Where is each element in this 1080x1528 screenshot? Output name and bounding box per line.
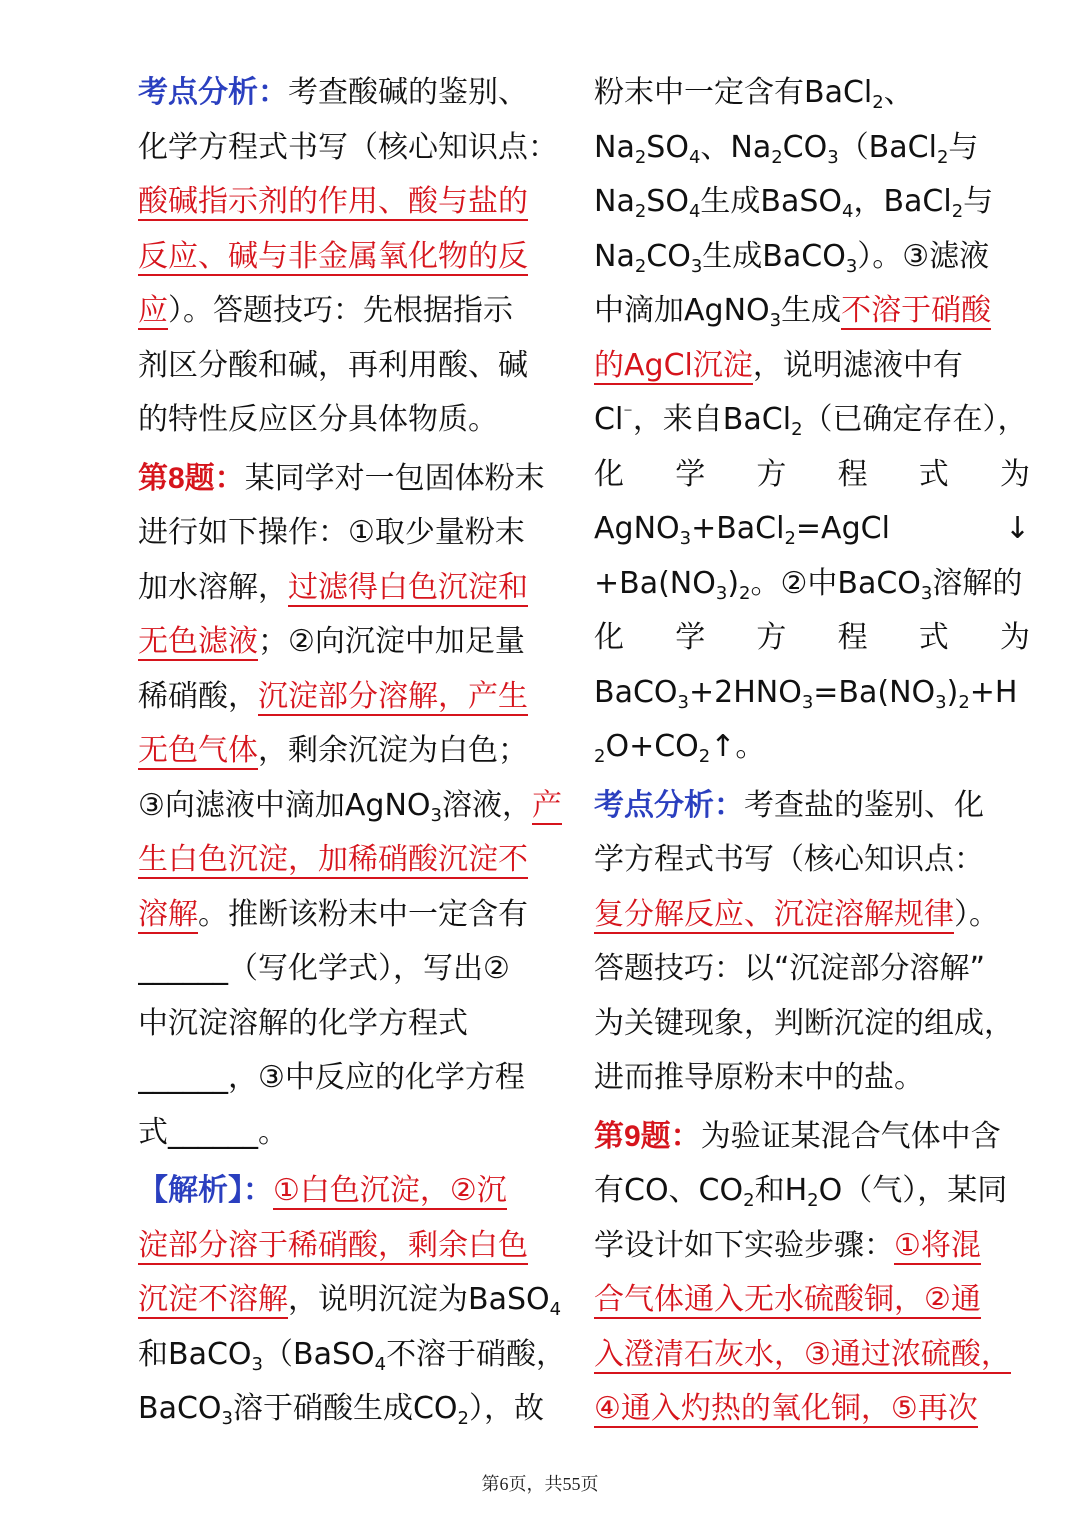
text-span: 溶解的 <box>932 565 1023 601</box>
text-span: 某同学对一包固体粉末 <box>244 460 545 496</box>
text-line <box>138 66 574 121</box>
text-span: Na <box>594 238 635 274</box>
question-number: 第9题： <box>594 1119 701 1153</box>
text-span: ) <box>727 565 740 601</box>
text-span: 2 <box>743 1190 755 1211</box>
text-span: 2 <box>634 201 647 222</box>
section-label: 考点分析： <box>594 787 744 823</box>
text-line <box>138 230 574 285</box>
text-span: 2 <box>807 1190 819 1211</box>
text-span: ），故 <box>469 1391 544 1426</box>
text-line <box>594 720 1030 775</box>
text-span: 考查酸碱的鉴别、 <box>288 75 528 110</box>
highlighted-text: 无色气体 <box>138 733 258 768</box>
highlighted-text: 酸碱指示剂的作用、酸与盐的 <box>138 184 528 219</box>
text-span: Na <box>594 129 635 165</box>
text-line <box>594 1164 1030 1219</box>
section-label: 考点分析： <box>138 75 288 110</box>
text-line <box>138 833 574 888</box>
text-span: CO <box>646 238 691 274</box>
text-span: 3 <box>221 1408 233 1429</box>
text-line <box>594 284 1030 339</box>
text-span: 3 <box>430 804 442 826</box>
text-span: O+CO <box>605 729 699 764</box>
text-span: 2 <box>739 582 751 604</box>
highlighted-text: 淀部分溶于稀硝酸，剩余白色 <box>138 1227 528 1263</box>
text-line <box>594 393 1030 448</box>
text-span: 2 <box>698 746 711 767</box>
text-span: 3 <box>715 582 728 604</box>
text-span: 与 <box>948 129 979 165</box>
text-span: AgNO <box>594 511 680 546</box>
text-span: ，说明沉淀为BaSO <box>288 1282 550 1317</box>
text-span: （BaSO <box>262 1336 375 1372</box>
text-span: 3 <box>690 255 703 277</box>
text-span: ；②向沉淀中加足量 <box>258 624 525 659</box>
text-line <box>138 888 574 943</box>
text-span: 学设计如下实验步骤： <box>594 1227 894 1263</box>
text-line <box>594 942 1030 997</box>
highlighted-text: ①将混 <box>894 1227 981 1263</box>
text-line <box>594 230 1030 285</box>
text-span: +Ba(NO <box>594 565 716 601</box>
text-span: ↑。 <box>710 729 766 764</box>
text-line <box>594 448 1030 503</box>
text-line <box>594 779 1030 834</box>
text-line <box>138 1273 574 1328</box>
text-span: ↓ <box>1004 511 1030 546</box>
highlighted-text: 合气体通入无水硫酸铜，②通 <box>594 1282 981 1317</box>
text-line <box>138 561 574 616</box>
text-line <box>594 1219 1030 1274</box>
text-span: 。推断该粉末中一定含有 <box>198 896 528 932</box>
text-span: 加水溶解， <box>138 569 288 605</box>
text-span: 生成BaSO <box>700 184 843 219</box>
text-line <box>138 670 574 725</box>
highlighted-text: 生白色沉淀，加稀硝酸沉淀不 <box>138 842 528 877</box>
text-span: ，剩余沉淀为白色； <box>258 733 528 768</box>
text-span: 不溶于硝酸， <box>386 1336 567 1372</box>
text-span: 3 <box>935 691 947 713</box>
highlighted-text: 过滤得白色沉淀和 <box>288 569 528 605</box>
text-span: 2 <box>594 746 606 767</box>
text-span: 考查盐的鉴别、化 <box>744 787 984 823</box>
text-span: 。②中BaCO <box>750 565 921 601</box>
text-span: ⁻ <box>623 403 633 424</box>
text-span: 2 <box>457 1408 469 1429</box>
text-span: 、 <box>883 75 914 110</box>
text-span: 为关键现象，判断沉淀的组成， <box>594 1005 1014 1041</box>
text-span: 3 <box>679 528 692 549</box>
text-span: 3 <box>801 691 814 713</box>
text-span: 、Na <box>700 129 772 165</box>
text-span: Na <box>594 184 635 219</box>
text-span: 溶液， <box>441 787 532 823</box>
text-span: 生成 <box>781 293 842 328</box>
text-span: 4 <box>688 146 701 168</box>
text-span: ，BaCl <box>853 184 952 219</box>
text-line <box>138 1219 574 1274</box>
text-span: SO <box>646 184 689 219</box>
text-span: 和H <box>754 1173 808 1208</box>
text-span: 4 <box>549 1299 562 1320</box>
text-line <box>138 779 574 834</box>
text-line <box>138 615 574 670</box>
text-line <box>594 1273 1030 1328</box>
text-line <box>138 724 574 779</box>
text-span: 生成BaCO <box>702 238 846 274</box>
text-span: 3 <box>677 691 689 713</box>
text-span: 3 <box>845 255 858 277</box>
text-line <box>138 997 574 1052</box>
highlighted-text: 沉淀不溶解 <box>138 1282 288 1317</box>
text-span: 化学方程式书写（核心知识点： <box>138 129 558 165</box>
text-line <box>138 284 574 339</box>
highlighted-text: 无色滤液 <box>138 624 258 659</box>
text-span: 为验证某混合气体中含 <box>700 1118 1001 1154</box>
highlighted-text: ④通入灼热的氧化铜，⑤再次 <box>594 1391 978 1426</box>
text-span: 式______。 <box>138 1114 288 1150</box>
text-span: Cl <box>594 402 624 437</box>
text-span: （BaCl <box>838 129 937 165</box>
text-line <box>594 997 1030 1052</box>
text-line <box>594 339 1030 394</box>
text-line <box>594 833 1030 888</box>
text-span: 剂区分酸和碱，再利用酸、碱 <box>138 347 528 383</box>
text-span: 3 <box>251 1353 263 1375</box>
text-line <box>594 888 1030 943</box>
text-span: 中沉淀溶解的化学方程式 <box>138 1005 468 1041</box>
highlighted-text: 不溶于硝酸 <box>841 293 992 328</box>
text-span: 2 <box>958 691 970 713</box>
text-line <box>594 175 1030 230</box>
text-span: 稀硝酸， <box>138 678 258 714</box>
text-line <box>138 1106 574 1161</box>
text-line <box>594 611 1030 666</box>
text-line <box>594 1110 1030 1165</box>
text-span: 4 <box>688 201 701 222</box>
text-line <box>594 1328 1030 1383</box>
text-line <box>138 1382 574 1437</box>
text-line <box>138 175 574 230</box>
text-span: ，来自BaCl <box>632 402 792 437</box>
text-span: 2 <box>634 146 647 168</box>
text-span: 学方程式书写（核心知识点： <box>594 842 984 877</box>
page-footer: 第6页，共55页 <box>481 1474 599 1494</box>
text-span: 答题技巧：以“沉淀部分溶解” <box>594 951 986 986</box>
text-span: 化学方程式为 <box>594 456 1030 492</box>
text-span: 有CO、CO <box>594 1173 744 1208</box>
text-line <box>594 666 1030 721</box>
highlighted-text: 的AgCl沉淀 <box>594 347 753 383</box>
text-span: SO <box>646 129 689 165</box>
left-column <box>138 66 574 1437</box>
text-span: 进行如下操作：①取少量粉末 <box>138 515 525 550</box>
text-span: 与 <box>963 184 994 219</box>
text-span: 3 <box>769 310 782 331</box>
text-span: ，说明滤液中有 <box>752 347 963 383</box>
text-line <box>594 1051 1030 1106</box>
text-span: 3 <box>920 582 933 604</box>
text-line <box>594 1382 1030 1437</box>
text-span: 2 <box>771 146 783 168</box>
highlighted-text: 入澄清石灰水，③通过浓硫酸， <box>594 1336 1011 1372</box>
highlighted-text: 反应、碱与非金属氧化物的反 <box>138 238 528 274</box>
text-span: 2 <box>784 528 796 549</box>
text-span: BaCO <box>138 1391 222 1426</box>
text-span: =AgCl <box>795 511 890 546</box>
highlighted-text: 应 <box>138 293 168 328</box>
text-span: 2 <box>634 255 647 277</box>
text-span: 化学方程式为 <box>594 620 1030 655</box>
text-line <box>138 1164 574 1219</box>
text-span: ______，③中反应的化学方程 <box>138 1060 525 1095</box>
right-column <box>594 66 1030 1437</box>
question-number: 第8题： <box>138 461 245 495</box>
text-span: 2 <box>951 201 964 222</box>
text-span: 溶于硝酸生成CO <box>232 1391 458 1426</box>
text-span: 2 <box>791 419 803 440</box>
text-line <box>594 66 1030 121</box>
text-line <box>138 942 574 997</box>
text-span: 和BaCO <box>138 1336 252 1372</box>
text-line <box>138 339 574 394</box>
text-line <box>138 1051 574 1106</box>
text-line <box>138 393 574 448</box>
highlighted-text: 溶解 <box>138 896 198 932</box>
text-span: ）。 <box>954 896 999 932</box>
text-span: O（气），某同 <box>818 1173 1008 1208</box>
text-line <box>138 1328 574 1383</box>
text-span: （已确定存在）， <box>802 402 1028 437</box>
text-line <box>138 121 574 176</box>
highlighted-text: 复分解反应、沉淀溶解规律 <box>594 896 954 932</box>
text-span: ______（写化学式），写出② <box>138 951 510 986</box>
text-span: +2HNO <box>688 674 802 710</box>
text-span: +H <box>969 674 1018 710</box>
text-span: ）。答题技巧：先根据指示 <box>168 293 513 328</box>
text-span: ③向滤液中滴加AgNO <box>138 787 431 823</box>
text-span: +BaCl <box>691 511 785 546</box>
highlighted-text: 产 <box>531 787 562 823</box>
text-span: =Ba(NO <box>813 674 936 710</box>
section-label: 【解析】： <box>138 1173 273 1208</box>
text-span: 的特性反应区分具体物质。 <box>138 402 498 437</box>
text-line <box>138 506 574 561</box>
highlighted-text: ①白色沉淀，②沉 <box>273 1173 507 1208</box>
text-span: ）。③滤液 <box>857 238 990 274</box>
text-span: CO <box>782 129 828 165</box>
text-span: 2 <box>872 92 884 113</box>
text-span: 粉末中一定含有BaCl <box>594 75 873 110</box>
text-line <box>594 121 1030 176</box>
text-span: 4 <box>374 1353 387 1375</box>
text-span: 3 <box>827 146 839 168</box>
highlighted-text: 沉淀部分溶解，产生 <box>258 678 528 714</box>
text-line <box>594 502 1030 557</box>
text-span: 中滴加AgNO <box>594 293 770 328</box>
text-span: 进而推导原粉末中的盐。 <box>594 1060 924 1095</box>
text-span: ) <box>946 674 959 710</box>
text-line <box>594 557 1030 612</box>
text-span: BaCO <box>594 674 678 710</box>
text-span: 2 <box>936 146 949 168</box>
text-span: 4 <box>842 201 854 222</box>
text-line <box>138 452 574 507</box>
